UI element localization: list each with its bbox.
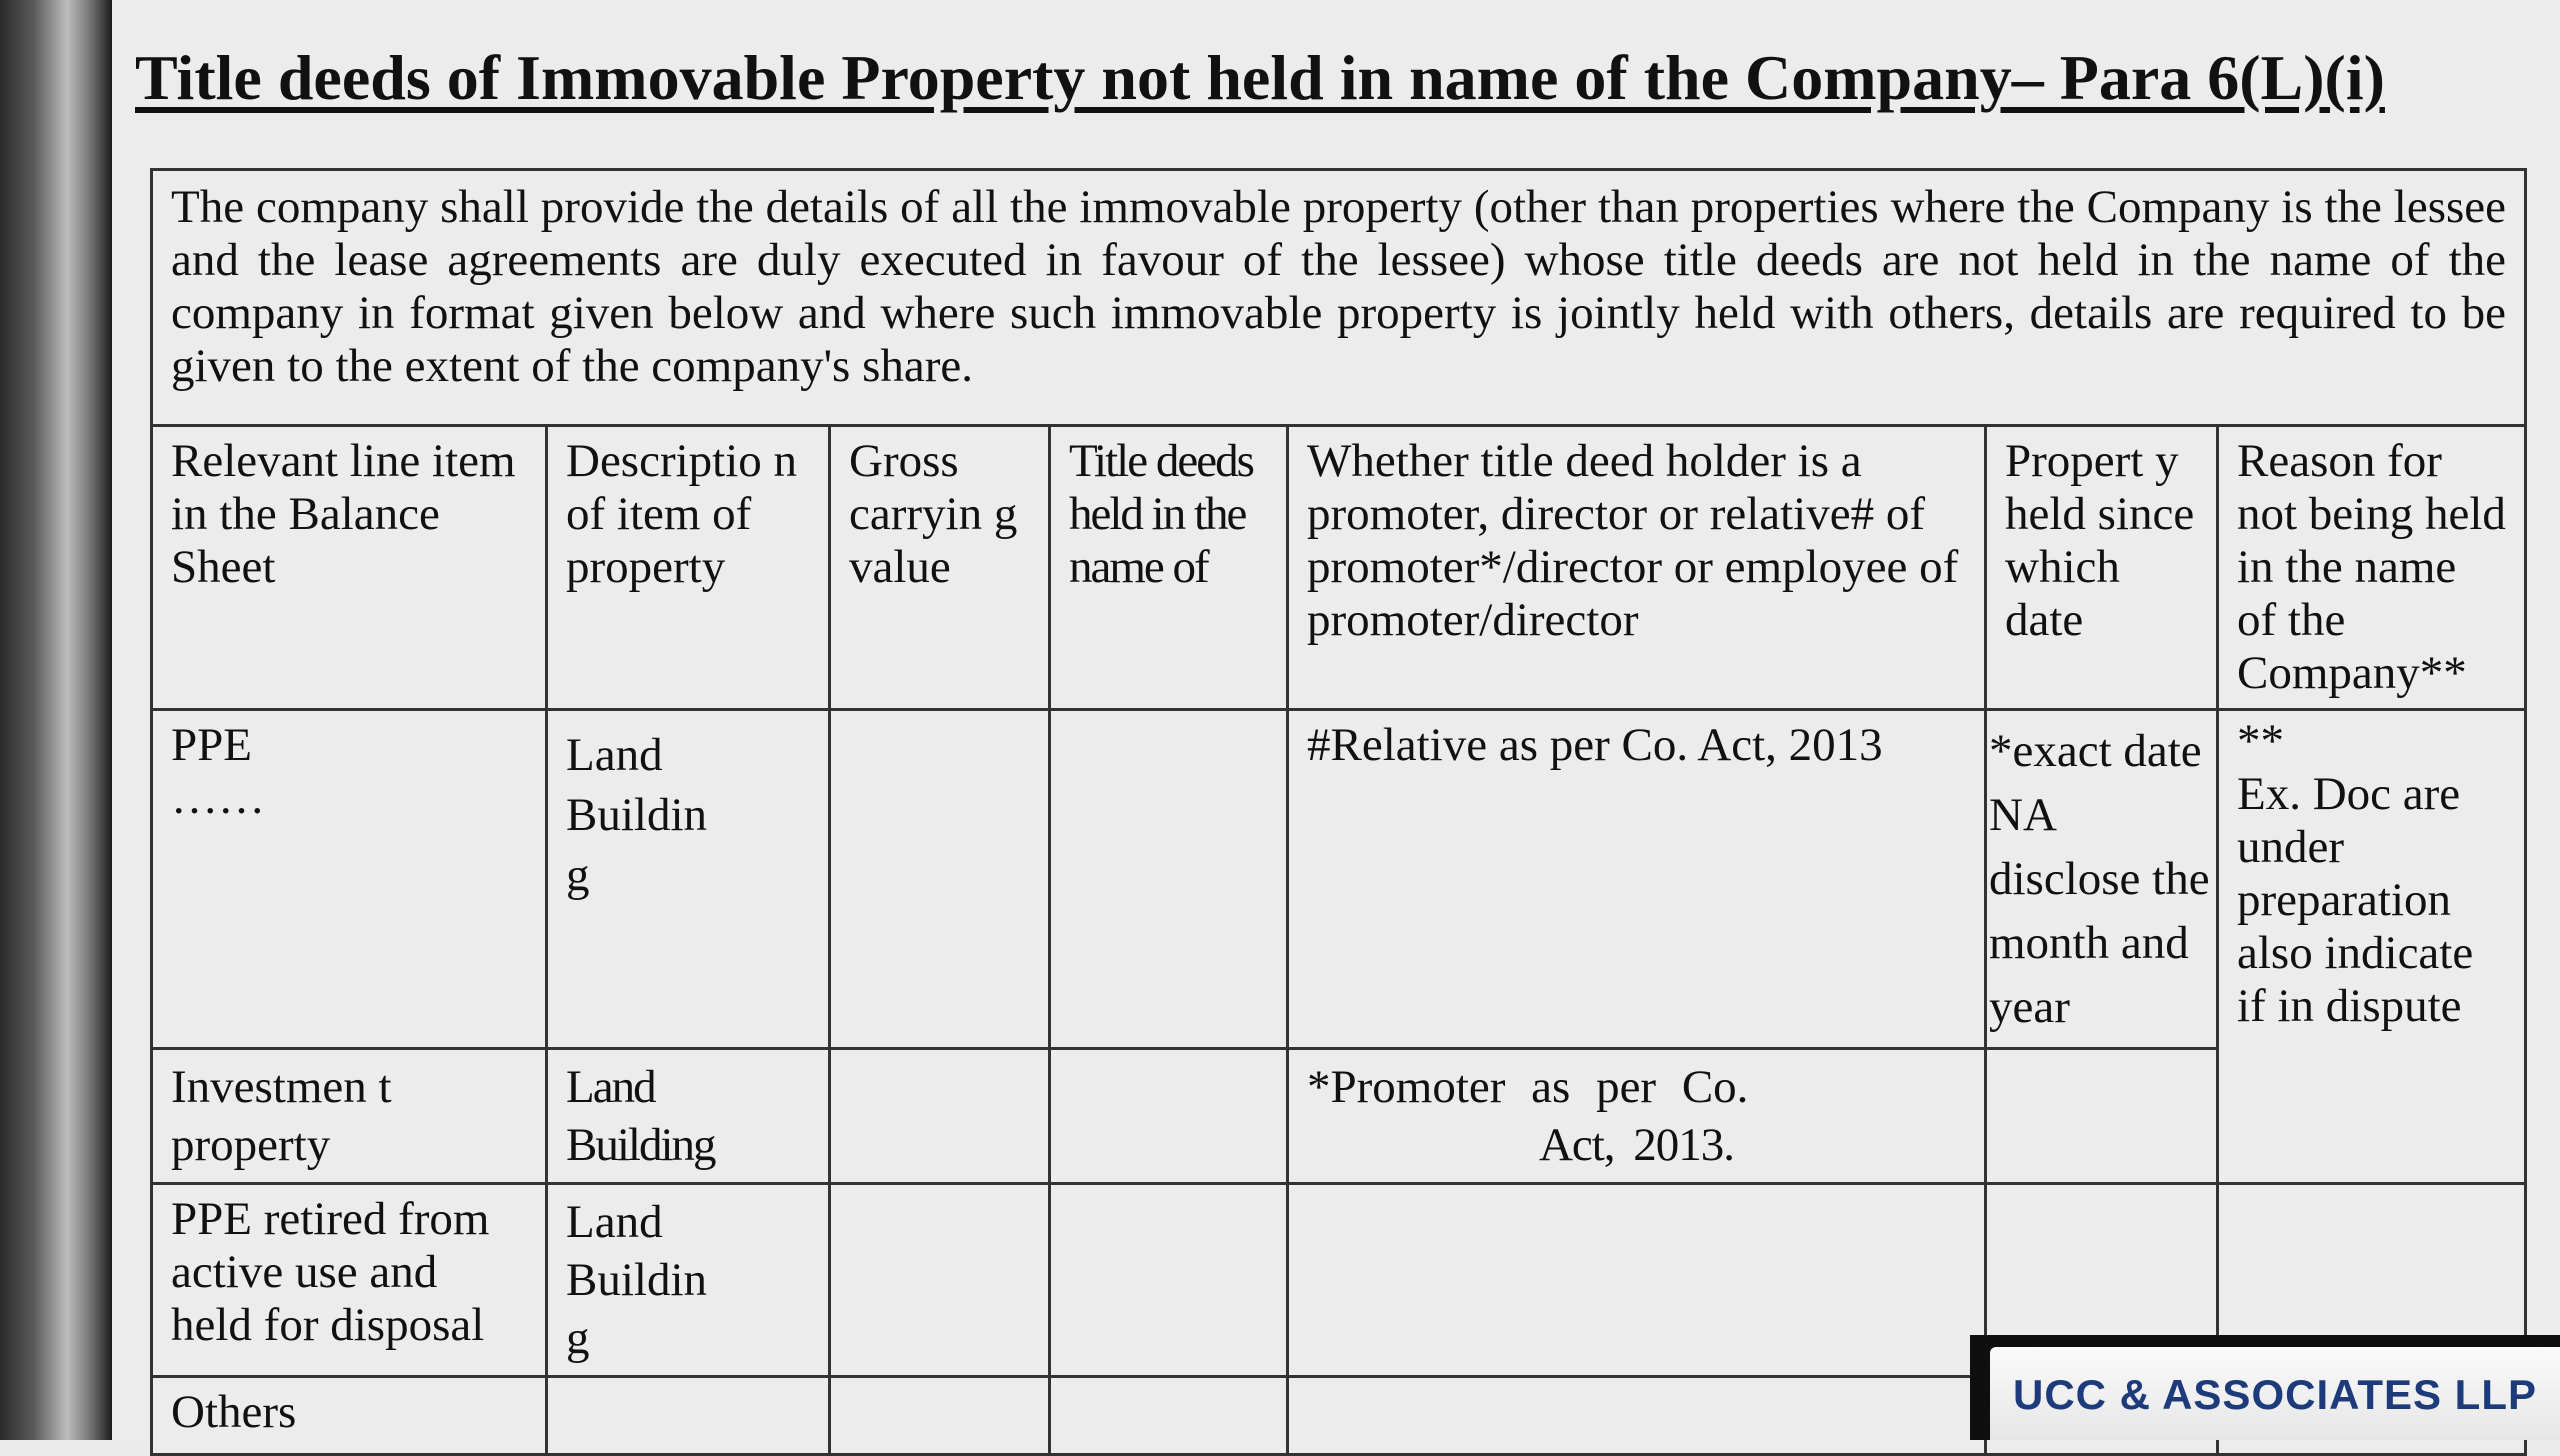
cell-ppe-since: *exact date NA disclose the month and year	[1986, 710, 2218, 1049]
header-line-item: Relevant line item in the Balance Sheet	[152, 426, 547, 710]
cell-others-whether	[1288, 1377, 1986, 1455]
retired-desc-building: Buildin	[566, 1254, 708, 1306]
header-gross-value: Gross carryin g value	[830, 426, 1050, 710]
header-description: Descriptio n of item of property	[547, 426, 830, 710]
cell-others-title	[1050, 1377, 1288, 1455]
ppe-desc-land: Land	[566, 729, 663, 781]
intro-text: The company shall provide the details of all the immovable property (other than properties where the Company is the lessee and the lease agreements are duly executed in favour of the lessee) whose title deeds are not held in the name of the company in format given below and where such immovable property is jointly held with others, details are required to be given to the extent of the company's share.	[152, 170, 2526, 426]
ppe-reason-mark: **	[2237, 715, 2284, 767]
cell-ppe-desc	[547, 710, 830, 1049]
header-whether-holder: Whether title deed holder is a promoter, director or relative# of promoter*/director or employee of promoter/director	[1288, 426, 1986, 710]
header-row	[152, 426, 2526, 710]
cell-investment-title	[1050, 1049, 1288, 1184]
ppe-desc-building: Buildin	[566, 789, 708, 841]
investment-whether-line2: Act, 2013.	[1538, 1119, 1735, 1171]
left-decor-bar	[0, 0, 112, 1440]
table-row-ppe	[152, 710, 2526, 1049]
retired-desc-land: Land	[566, 1196, 663, 1248]
page-title: Title deeds of Immovable Property not held in name of the Company– Para 6(L)(i)	[135, 42, 2385, 113]
cell-retired-desc	[547, 1184, 830, 1377]
ppe-desc-building-end: g	[566, 849, 590, 901]
header-reason: Reason for not being held in the name of the Company**	[2218, 426, 2526, 710]
header-held-since: Propert y held since which date	[1986, 426, 2218, 710]
cell-investment-gross	[830, 1049, 1050, 1184]
cell-investment-item: Investmen t property	[152, 1049, 547, 1184]
cell-ppe-gross	[830, 710, 1050, 1049]
firm-logo-text: UCC & ASSOCIATES LLP	[2012, 1371, 2538, 1418]
property-table	[150, 168, 2527, 1456]
cell-ppe-item	[152, 710, 547, 1049]
cell-investment-whether	[1288, 1049, 1986, 1184]
cell-others-item: Others	[152, 1377, 547, 1455]
cell-ppe-reason	[2218, 710, 2526, 1184]
firm-logo	[1970, 1335, 2560, 1440]
cell-retired-title	[1050, 1184, 1288, 1377]
cell-others-desc	[547, 1377, 830, 1455]
retired-desc-building-end: g	[566, 1312, 590, 1364]
cell-retired-whether	[1288, 1184, 1986, 1377]
cell-investment-desc	[547, 1049, 830, 1184]
ppe-item-dots: ……	[171, 772, 265, 824]
ppe-item-label: PPE	[171, 719, 252, 771]
cell-investment-since	[1986, 1049, 2218, 1184]
investment-desc-building: Building	[566, 1119, 715, 1171]
cell-ppe-whether: #Relative as per Co. Act, 2013	[1288, 710, 1986, 1049]
investment-desc-land: Land	[566, 1061, 655, 1113]
cell-ppe-title	[1050, 710, 1288, 1049]
firm-logo-plate	[1990, 1347, 2560, 1440]
cell-retired-item: PPE retired from active use and held for disposal	[152, 1184, 547, 1377]
investment-whether-line1: *Promoter as per Co.	[1307, 1061, 1749, 1113]
cell-others-gross	[830, 1377, 1050, 1455]
header-title-deeds: Title deeds held in the name of	[1050, 426, 1288, 710]
ppe-reason-text: Ex. Doc are under preparation also indicate if in dispute	[2237, 768, 2474, 1032]
intro-row	[152, 170, 2526, 426]
cell-retired-gross	[830, 1184, 1050, 1377]
table-row-investment	[152, 1049, 2526, 1184]
